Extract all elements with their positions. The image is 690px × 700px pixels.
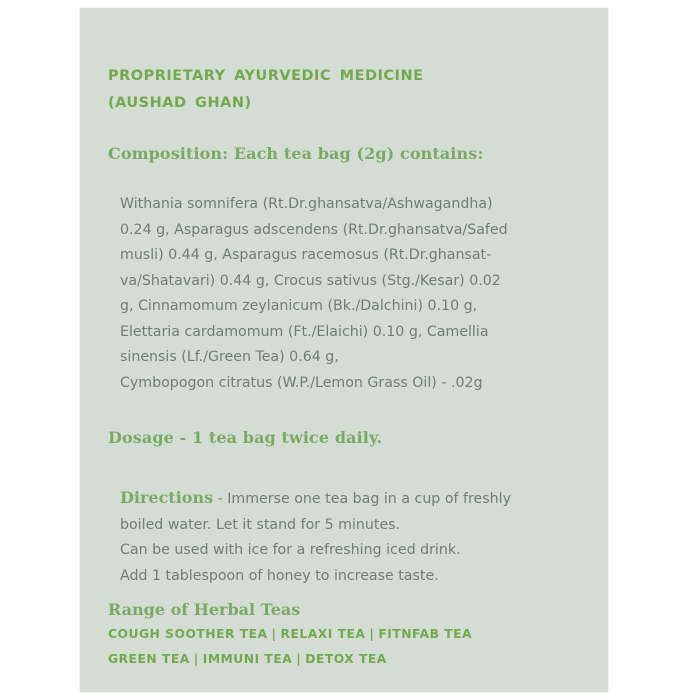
composition-line: Cymbopogon citratus (W.P./Lemon Grass Oil) - .02g	[120, 374, 483, 391]
package-panel	[80, 8, 608, 692]
composition-line: g, Cinnamomum zeylanicum (Bk./Dalchini) 0.10 g,	[120, 298, 478, 314]
directions-line: boiled water. Let it stand for 5 minutes.	[120, 516, 401, 533]
separator: |	[296, 652, 302, 666]
tea-range-row	[108, 652, 387, 666]
directions-text	[120, 485, 610, 589]
composition-line: Elettaria cardamomum (Ft./Elaichi) 0.10 g, Camellia	[120, 323, 489, 340]
composition-line: Withania somnifera (Rt.Dr.ghansatva/Ashwagandha)	[120, 196, 493, 212]
directions-first-text: - Immerse one tea bag in a cup of freshly	[213, 491, 511, 507]
composition-text	[120, 192, 600, 396]
composition-line: musli) 0.44 g, Asparagus racemosus (Rt.Dr.ghansat-	[120, 247, 492, 263]
product-heading	[108, 63, 423, 117]
separator: |	[369, 627, 375, 641]
directions-label: Directions	[120, 488, 214, 507]
directions-first-line	[120, 485, 610, 513]
directions-line: Add 1 tablespoon of honey to increase taste.	[120, 567, 439, 584]
composition-label: Composition: Each tea bag (2g) contains:	[108, 144, 484, 163]
directions-line: Can be used with ice for a refreshing iced drink.	[120, 542, 461, 558]
tea-range-row	[108, 627, 472, 641]
heading-line-1: PROPRIETARY AYURVEDIC MEDICINE	[108, 68, 424, 84]
tea-name: RELAXI TEA	[280, 627, 366, 641]
tea-name: IMMUNI TEA	[202, 652, 293, 666]
heading-line-2: (AUSHAD GHAN)	[108, 95, 252, 111]
composition-line: sinensis (Lf./Green Tea) 0.64 g,	[120, 349, 339, 365]
tea-name: FITNFAB TEA	[378, 627, 473, 641]
tea-name: DETOX TEA	[305, 652, 387, 666]
tea-name: COUGH SOOTHER TEA	[108, 627, 268, 641]
tea-name: GREEN TEA	[108, 652, 190, 666]
separator: |	[271, 627, 277, 641]
composition-line: 0.24 g, Asparagus adscendens (Rt.Dr.ghansatva/Safed	[120, 221, 508, 238]
separator: |	[193, 652, 199, 666]
composition-line: va/Shatavari) 0.44 g, Crocus sativus (Stg./Kesar) 0.02	[120, 272, 501, 289]
range-label: Range of Herbal Teas	[108, 600, 301, 619]
dosage-label: Dosage - 1 tea bag twice daily.	[108, 428, 383, 447]
